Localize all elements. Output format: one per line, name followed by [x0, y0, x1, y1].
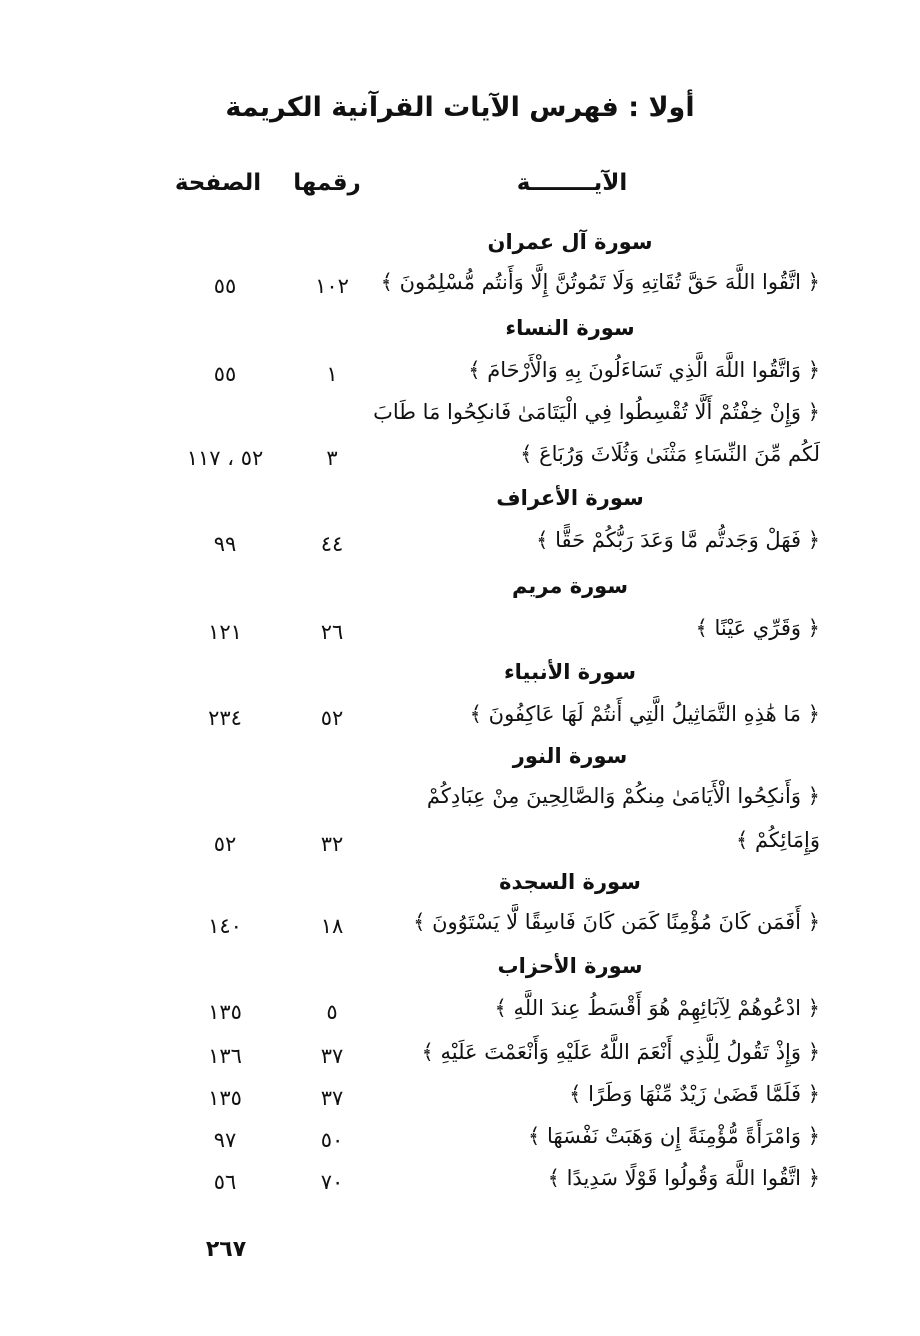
verse-line: ﴿ مَا هَٰذِهِ التَّمَاثِيلُ الَّتِي أَنتُمْ لَهَا عَاكِفُونَ ﴾ [469, 702, 820, 726]
verse-line: ﴿ وَأَنكِحُوا الْأَيَامَىٰ مِنكُمْ وَالصَّالِحِينَ مِنْ عِبَادِكُمْ [426, 784, 820, 808]
verse-number: ٥ [326, 1000, 338, 1024]
surah-heading-al-imran: سورة آل عمران [487, 230, 653, 254]
verse-page: ١٣٥ [208, 1086, 242, 1110]
verse-number: ٧٠ [320, 1170, 344, 1194]
verse-line: ﴿ وَإِذْ تَقُولُ لِلَّذِي أَنْعَمَ اللَّهُ عَلَيْهِ وَأَنْعَمْتَ عَلَيْهِ ﴾ [421, 1040, 820, 1064]
verse-line: ﴿ وَامْرَأَةً مُّؤْمِنَةً إِن وَهَبَتْ نَفْسَهَا ﴾ [528, 1124, 820, 1148]
verse-line: ﴿ اتَّقُوا اللَّهَ وَقُولُوا قَوْلًا سَدِيدًا ﴾ [547, 1166, 820, 1190]
verse-line: ﴿ فَهَلْ وَجَدتُّم مَّا وَعَدَ رَبُّكُمْ حَقًّا ﴾ [536, 528, 820, 552]
surah-heading-al-ahzab: سورة الأحزاب [497, 954, 643, 978]
verse-line: ﴿ اتَّقُوا اللَّهَ حَقَّ تُقَاتِهِ وَلَا تَمُوتُنَّ إِلَّا وَأَنتُم مُّسْلِمُونَ ﴾ [380, 270, 820, 294]
verse-page: ٥٢ [213, 832, 237, 856]
surah-heading-maryam: سورة مريم [511, 574, 629, 598]
verse-page: ٥٦ [213, 1170, 237, 1194]
verse-page: ٥٥ [213, 274, 237, 298]
verse-number: ٣ [326, 446, 338, 470]
page-number: ٢٦٧ [205, 1237, 247, 1262]
verse-page: ٥٢ ، ١١٧ [186, 446, 264, 470]
verse-line: ﴿ فَلَمَّا قَضَىٰ زَيْدٌ مِّنْهَا وَطَرًا ﴾ [569, 1082, 820, 1106]
verse-number: ٥٢ [320, 706, 344, 730]
page-title: أولا : فهرس الآيات القرآنية الكريمة [225, 92, 695, 123]
verse-number: ١٨ [320, 914, 344, 938]
verse-page: ٥٥ [213, 362, 237, 386]
verse-number: ٣٧ [320, 1044, 344, 1068]
verse-page: ١٤٠ [208, 914, 242, 938]
verse-page: ٢٣٤ [208, 706, 242, 730]
verse-page: ٩٩ [213, 532, 237, 556]
verse-page: ١٢١ [208, 620, 242, 644]
verse-page: ١٣٦ [208, 1044, 242, 1068]
verse-number: ١٠٢ [315, 274, 349, 298]
verse-line: ﴿ ادْعُوهُمْ لِآبَائِهِمْ هُوَ أَقْسَطُ عِندَ اللَّهِ ﴾ [494, 996, 820, 1020]
verse-line: ﴿ وَقَرِّي عَيْنًا ﴾ [695, 616, 820, 640]
verse-line: ﴿ وَاتَّقُوا اللَّهَ الَّذِي تَسَاءَلُونَ بِهِ وَالْأَرْحَامَ ﴾ [468, 358, 820, 382]
verse-line: وَإِمَائِكُمْ ﴾ [735, 828, 820, 852]
column-header-verse: الآيــــــــة [516, 170, 628, 196]
verse-line: لَكُم مِّنَ النِّسَاءِ مَثْنَىٰ وَثُلَاثَ وَرُبَاعَ ﴾ [520, 442, 820, 466]
verse-line: ﴿ أَفَمَن كَانَ مُؤْمِنًا كَمَن كَانَ فَاسِقًا لَّا يَسْتَوُونَ ﴾ [413, 910, 820, 934]
surah-heading-al-araf: سورة الأعراف [496, 486, 644, 510]
verse-page: ٩٧ [213, 1128, 237, 1152]
column-header-page: الصفحة [174, 170, 262, 196]
verse-number: ٣٢ [320, 832, 344, 856]
verse-number: ٢٦ [320, 620, 344, 644]
surah-heading-an-nisa: سورة النساء [505, 316, 635, 340]
surah-heading-an-nur: سورة النور [512, 744, 628, 768]
verse-line: ﴿ وَإِنْ خِفْتُمْ أَلَّا تُقْسِطُوا فِي الْيَتَامَىٰ فَانكِحُوا مَا طَابَ [373, 400, 820, 424]
verse-page: ١٣٥ [208, 1000, 242, 1024]
verse-number: ٤٤ [320, 532, 344, 556]
column-header-number: رقمها [293, 170, 361, 196]
verse-number: ٥٠ [320, 1128, 344, 1152]
verse-number: ٣٧ [320, 1086, 344, 1110]
verse-number: ١ [326, 362, 338, 386]
surah-heading-as-sajda: سورة السجدة [499, 870, 641, 894]
surah-heading-al-anbiya: سورة الأنبياء [503, 660, 637, 684]
